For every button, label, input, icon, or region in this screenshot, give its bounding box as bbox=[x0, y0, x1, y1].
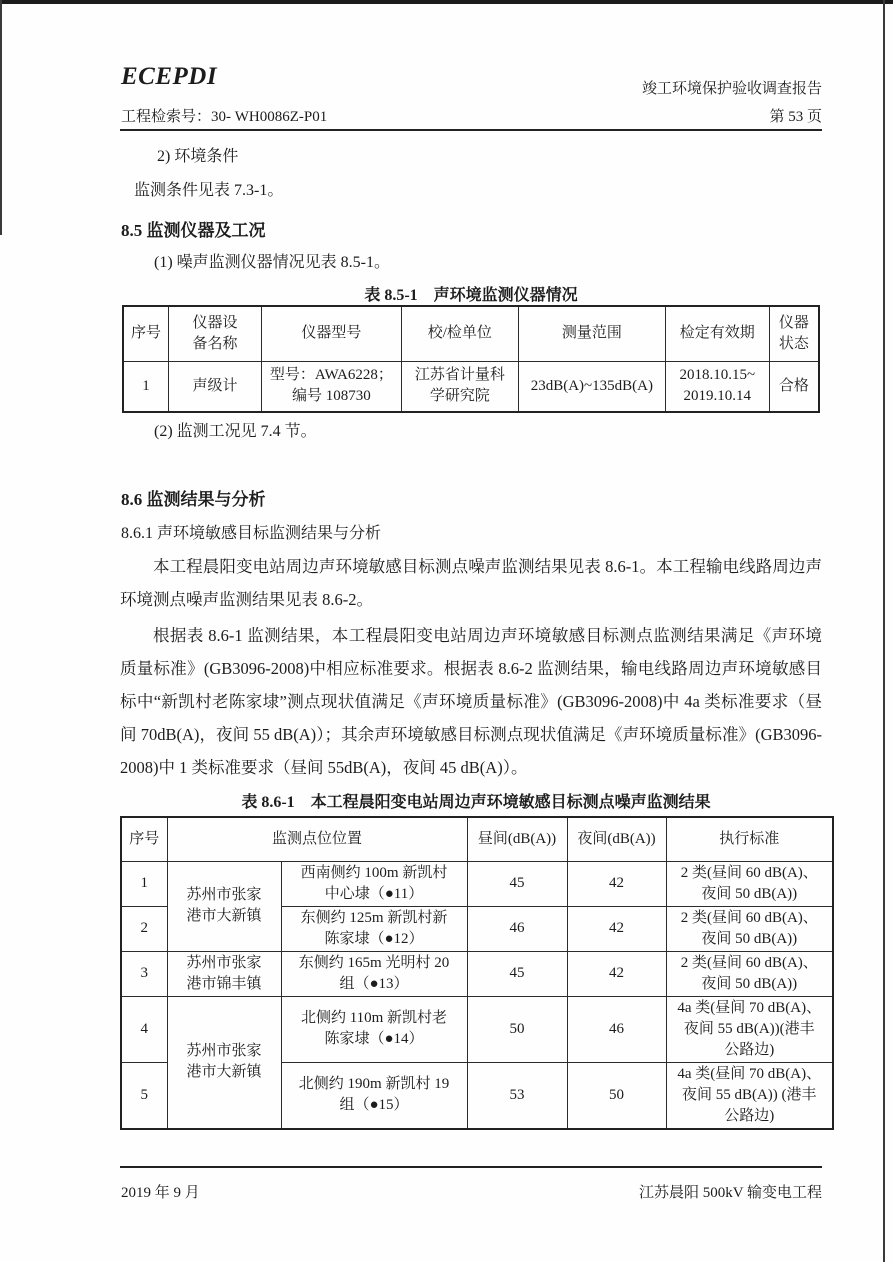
table-861-header-row bbox=[121, 817, 833, 861]
cell-seq: 3 bbox=[121, 951, 167, 996]
table-row bbox=[121, 951, 833, 996]
cell-day: 45 bbox=[467, 861, 567, 906]
cell-standard: 2 类(昼间 60 dB(A)、 夜间 50 dB(A)) bbox=[666, 906, 833, 951]
cell-seq: 2 bbox=[121, 906, 167, 951]
col-header-seq: 序号 bbox=[123, 306, 169, 361]
col-header-range: 测量范围 bbox=[519, 306, 666, 361]
cell-seq: 5 bbox=[121, 1062, 167, 1129]
footer-date: 2019 年 9 月 bbox=[121, 1185, 200, 1201]
cell-night: 46 bbox=[567, 996, 666, 1062]
cell-night: 42 bbox=[567, 906, 666, 951]
table-row bbox=[123, 361, 819, 412]
col-header-location: 监测点位位置 bbox=[167, 817, 467, 861]
cell-detail: 东侧约 165m 光明村 20 组（●13） bbox=[281, 951, 467, 996]
col-header-calibration-unit: 校/检单位 bbox=[401, 306, 518, 361]
cell-detail: 北侧约 190m 新凯村 19 组（●15） bbox=[281, 1062, 467, 1129]
cell-region: 苏州市张家 港市大新镇 bbox=[167, 996, 281, 1129]
table-851 bbox=[122, 305, 820, 413]
col-header-night: 夜间(dB(A)) bbox=[567, 817, 666, 861]
cell-seq: 1 bbox=[121, 861, 167, 906]
cell-range: 23dB(A)~135dB(A) bbox=[519, 361, 666, 412]
cell-day: 50 bbox=[467, 996, 567, 1062]
cell-night: 50 bbox=[567, 1062, 666, 1129]
cell-standard: 4a 类(昼间 70 dB(A)、 夜间 55 dB(A)) (港丰 公路边) bbox=[666, 1062, 833, 1129]
section-heading-8-6: 8.6 监测结果与分析 bbox=[121, 490, 266, 509]
col-header-device-name: 仪器设 备名称 bbox=[169, 306, 262, 361]
cell-seq: 4 bbox=[121, 996, 167, 1062]
header-rule bbox=[120, 129, 822, 131]
cell-seq: 1 bbox=[123, 361, 169, 412]
cell-detail: 北侧约 110m 新凯村老 陈家埭（●14） bbox=[281, 996, 467, 1062]
col-header-model: 仪器型号 bbox=[262, 306, 402, 361]
page-number: 第 53 页 bbox=[769, 109, 822, 125]
table-row bbox=[121, 861, 833, 906]
cell-detail: 东侧约 125m 新凯村新 陈家埭（●12） bbox=[281, 906, 467, 951]
cell-calibration-unit: 江苏省计量科 学研究院 bbox=[401, 361, 518, 412]
cell-model: 型号：AWA6228； 编号 108730 bbox=[262, 361, 402, 412]
project-index: 工程检索号：30- WH0086Z-P01 bbox=[121, 109, 328, 125]
table-861-title: 表 8.6-1 本工程晨阳变电站周边声环境敏感目标测点噪声监测结果 bbox=[241, 794, 711, 811]
col-header-seq: 序号 bbox=[121, 817, 167, 861]
section-heading-8-6-1: 8.6.1 声环境敏感目标监测结果与分析 bbox=[121, 525, 382, 542]
cell-region: 苏州市张家 港市大新镇 bbox=[167, 861, 281, 951]
cell-status: 合格 bbox=[769, 361, 819, 412]
cell-standard: 2 类(昼间 60 dB(A)、 夜间 50 dB(A)) bbox=[666, 861, 833, 906]
cell-standard: 2 类(昼间 60 dB(A)、 夜间 50 dB(A)) bbox=[666, 951, 833, 996]
footer-rule bbox=[120, 1166, 822, 1168]
table-851-header-row bbox=[123, 306, 819, 361]
table-row bbox=[121, 996, 833, 1062]
paragraph-instrument-ref: (1) 噪声监测仪器情况见表 8.5-1。 bbox=[154, 254, 390, 271]
cell-validity: 2018.10.15~ 2019.10.14 bbox=[665, 361, 769, 412]
scan-border-right bbox=[883, 0, 885, 1262]
col-header-validity: 检定有效期 bbox=[665, 306, 769, 361]
col-header-standard: 执行标准 bbox=[666, 817, 833, 861]
cell-night: 42 bbox=[567, 951, 666, 996]
company-logo: ECEPDI bbox=[121, 63, 218, 90]
cell-day: 53 bbox=[467, 1062, 567, 1129]
footer-project-name: 江苏晨阳 500kV 输变电工程 bbox=[638, 1185, 822, 1201]
section-heading-8-5: 8.5 监测仪器及工况 bbox=[121, 221, 266, 240]
report-title: 竣工环境保护验收调查报告 bbox=[641, 81, 822, 97]
cell-night: 42 bbox=[567, 861, 666, 906]
cell-day: 46 bbox=[467, 906, 567, 951]
paragraph-workcondition-ref: (2) 监测工况见 7.4 节。 bbox=[154, 423, 317, 440]
cell-device-name: 声级计 bbox=[169, 361, 262, 412]
paragraph-monitor-condition: 监测条件见表 7.3-1。 bbox=[134, 182, 284, 199]
cell-standard: 4a 类(昼间 70 dB(A)、 夜间 55 dB(A))(港丰 公路边) bbox=[666, 996, 833, 1062]
cell-region: 苏州市张家 港市锦丰镇 bbox=[167, 951, 281, 996]
scan-border-top bbox=[0, 0, 893, 4]
table-861 bbox=[120, 816, 834, 1130]
col-header-status: 仪器 状态 bbox=[769, 306, 819, 361]
cell-detail: 西南侧约 100m 新凯村 中心埭（●11） bbox=[281, 861, 467, 906]
cell-day: 45 bbox=[467, 951, 567, 996]
paragraph-results-analysis: 根据表 8.6-1 监测结果，本工程晨阳变电站周边声环境敏感目标测点监测结果满足《声环境质量标准》(GB3096-2008)中相应标准要求。根据表 8.6-2 监测结果，输电线路周边声环境敏感目标中“新凯村老陈家埭”测点现状值满足《声环境质量标准》(GB3096-2008)中 4a 类标准要求（昼间 70dB(A)，夜间 55 dB(A)）；其余声环境敏感目标测点现状值满足《声环境质量标准》(GB3096-2008)中 1 类标准要求（昼间 55dB(A)，夜间 45 dB(A)）。 bbox=[120, 626, 822, 777]
list-item-env-condition: 2) 环境条件 bbox=[157, 148, 239, 165]
paragraph-results-overview: 本工程晨阳变电站周边声环境敏感目标测点噪声监测结果见表 8.6-1。本工程输电线路周边声环境测点噪声监测结果见表 8.6-2。 bbox=[120, 557, 822, 609]
scan-border-left bbox=[0, 0, 2, 235]
col-header-day: 昼间(dB(A)) bbox=[467, 817, 567, 861]
table-851-title: 表 8.5-1 声环境监测仪器情况 bbox=[364, 287, 578, 304]
